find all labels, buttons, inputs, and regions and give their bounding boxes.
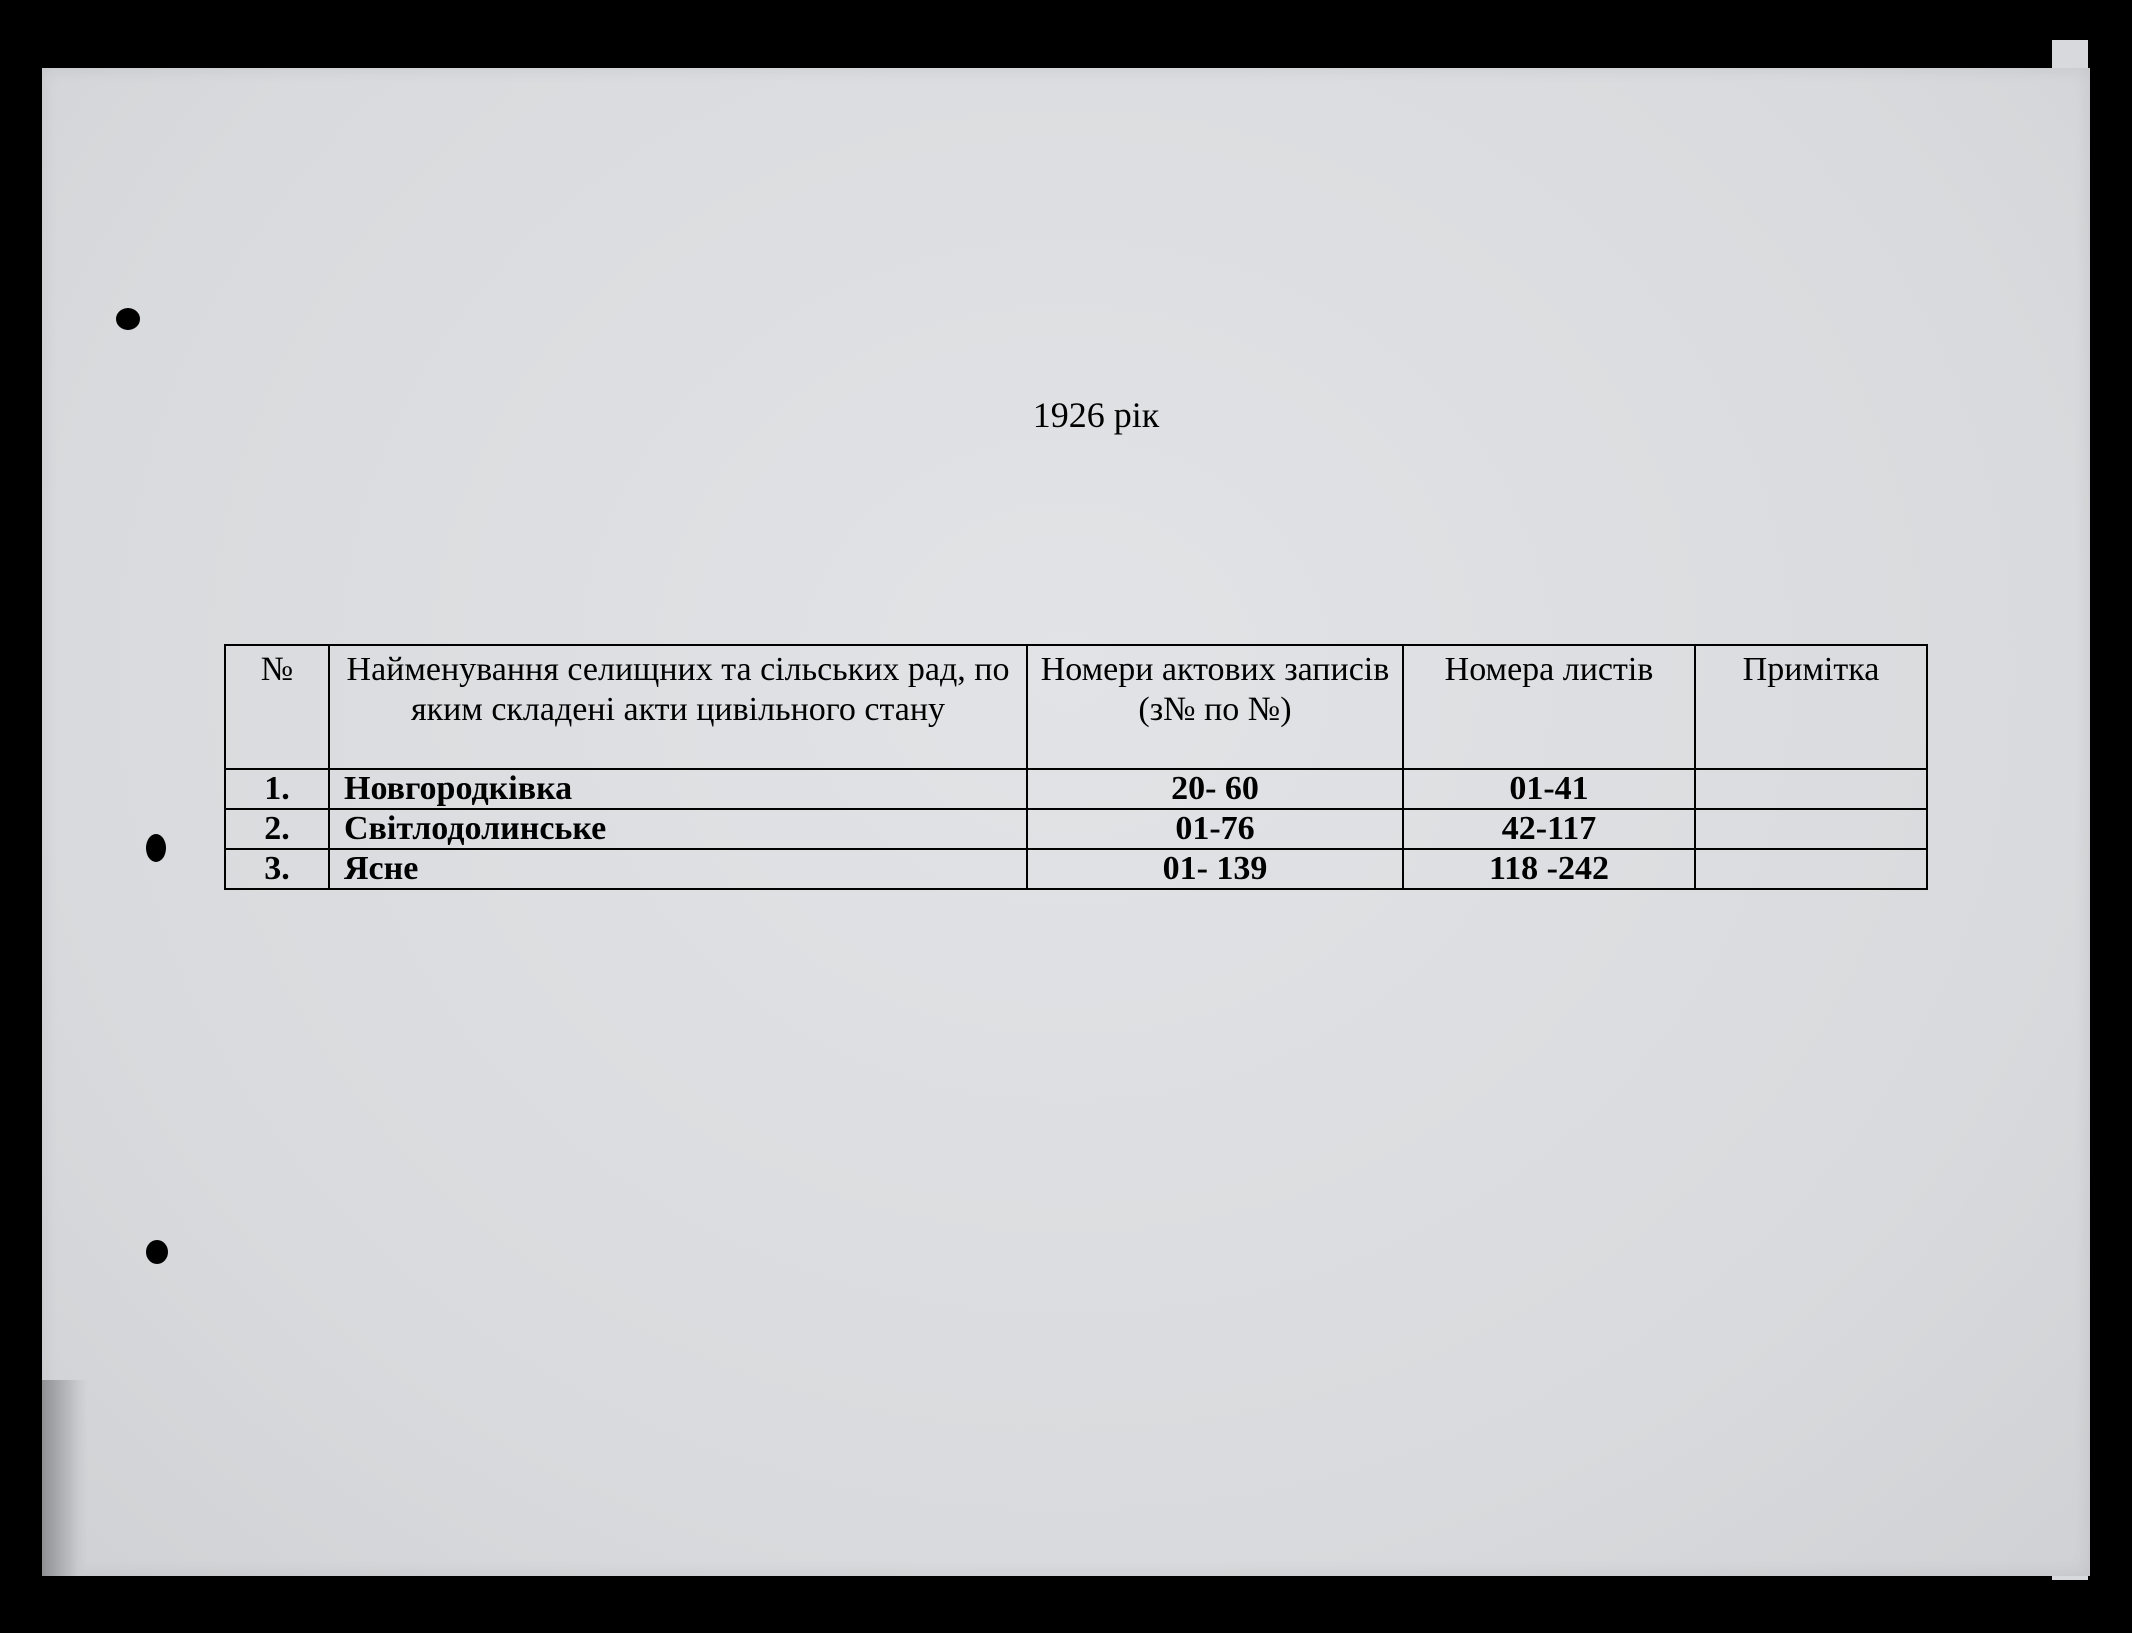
header-number: № xyxy=(225,645,329,769)
sheet-numbers: 42-117 xyxy=(1403,809,1695,849)
header-council-name: Найменування селищних та сільських рад, по яким складені акти цивільного стану xyxy=(329,645,1027,769)
council-name: Новгородківка xyxy=(329,769,1027,809)
paper-edge-shadow xyxy=(42,1380,88,1576)
notes-cell xyxy=(1695,849,1927,889)
sheet-numbers: 01-41 xyxy=(1403,769,1695,809)
council-name: Ясне xyxy=(329,849,1027,889)
row-number: 2. xyxy=(225,809,329,849)
council-name: Світлодолинське xyxy=(329,809,1027,849)
notes-cell xyxy=(1695,769,1927,809)
punch-hole xyxy=(116,308,140,330)
document-title: 1926 рік xyxy=(1032,395,1160,435)
punch-hole xyxy=(146,834,166,862)
sheet-numbers: 118 -242 xyxy=(1403,849,1695,889)
table-row xyxy=(225,809,1927,849)
row-number: 1. xyxy=(225,769,329,809)
record-numbers: 01-76 xyxy=(1027,809,1403,849)
header-record-numbers: Номери актових записів (з№ по №) xyxy=(1027,645,1403,769)
header-sheet-numbers: Номера листів xyxy=(1403,645,1695,769)
table-header-row xyxy=(225,645,1927,769)
punch-hole xyxy=(146,1240,168,1264)
record-numbers: 01- 139 xyxy=(1027,849,1403,889)
header-notes: Примітка xyxy=(1695,645,1927,769)
table-row xyxy=(225,769,1927,809)
civil-records-table xyxy=(224,644,1928,890)
notes-cell xyxy=(1695,809,1927,849)
record-numbers: 20- 60 xyxy=(1027,769,1403,809)
row-number: 3. xyxy=(225,849,329,889)
table-row xyxy=(225,849,1927,889)
